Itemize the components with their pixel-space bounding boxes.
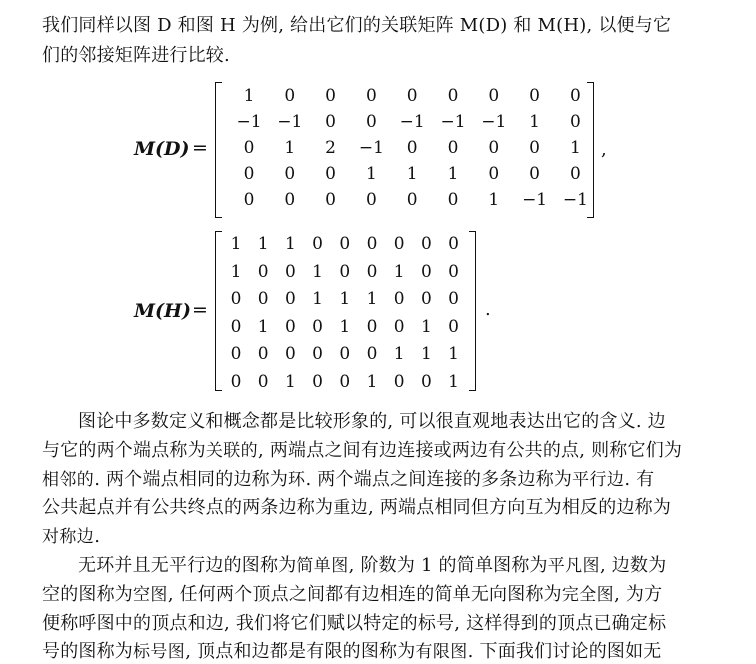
matrix-d-label: M(D) [134, 138, 190, 160]
matrix-d-cell: 1 [243, 86, 255, 106]
matrix-d-cell: 0 [488, 164, 500, 184]
matrix-h-cell: 0 [284, 344, 296, 365]
paragraph2-line-2-text-a: 空的图称为 [42, 584, 133, 605]
matrix-d-cell: −1 [358, 138, 384, 158]
matrix-h-cell: 0 [312, 234, 323, 254]
paragraph2-line-1 [78, 554, 714, 578]
matrix-h-cell: 0 [420, 234, 432, 254]
paragraph1-line-3-text-a: . 两个端点相同的边称为 [94, 469, 289, 490]
matrix-d-cell: 0 [325, 164, 336, 184]
matrix-h-cell: 0 [312, 316, 323, 337]
matrix-d-cell: 0 [284, 190, 296, 210]
matrix-d-cell: 0 [243, 190, 255, 210]
matrix-h-cell: 0 [366, 316, 378, 337]
paragraph1-line-5-text-a: . [94, 526, 101, 547]
matrix-h-cell: 0 [448, 289, 459, 310]
matrix-d-cell: −1 [277, 112, 303, 132]
paragraph2-line-3: 便称呼图中的顶点和边, 我们将它们赋以特定的标号, 这样得到的顶点已确定标 [42, 613, 667, 634]
matrix-h-cell: 1 [312, 289, 323, 310]
matrix-d-cell: 0 [284, 164, 296, 184]
matrix-d-equals: = [192, 137, 208, 159]
paragraph2-line-4-text-c: . 下面我们讨论的图如无 [467, 641, 662, 662]
paragraph2-line-1-text-a: 无环并且无平行边的图称为 [78, 555, 297, 576]
matrix-h-cell: 1 [339, 289, 351, 310]
matrix-d-cell: 0 [406, 190, 418, 210]
matrix-d-cell: 0 [365, 112, 377, 132]
matrix-d-cell: 1 [365, 164, 377, 184]
matrix-h-cell: 0 [339, 344, 351, 365]
matrix-d-cell: 0 [569, 164, 581, 184]
matrix-h-cell: 0 [339, 372, 351, 392]
matrix-d-cell: 0 [488, 86, 500, 106]
matrix-h-cell: 0 [284, 316, 296, 337]
matrix-h-cell: 0 [393, 289, 405, 310]
matrix-d-cell: 0 [447, 138, 459, 158]
paragraph1-line-2 [42, 439, 714, 463]
matrix-h-cell: 1 [448, 344, 459, 365]
matrix-d-cell: 0 [529, 138, 540, 158]
paragraph2-line-4-text-b: , 顶点和边都是有限的图称为 [185, 641, 416, 662]
matrix-d-cell: 1 [569, 138, 581, 158]
matrix-h-cell: 0 [230, 344, 242, 365]
matrix-d-cell: 0 [325, 112, 336, 132]
matrix-h-cell: 0 [312, 344, 323, 365]
matrix-d-cell: 1 [529, 112, 540, 132]
matrix-h-cell: 0 [393, 372, 405, 392]
matrix-d-left-bracket [215, 82, 222, 218]
term-associated: 关联的 [205, 441, 259, 461]
term-complete-graph: 完全图 [561, 585, 615, 605]
matrix-d-cell: 2 [325, 138, 336, 158]
paragraph2-line-1-text-b: , 阶数为 1 的简单图称为 [348, 555, 548, 576]
term-simple-graph: 简单图 [296, 556, 349, 576]
paragraph1-line-4-text-b: , 两端点相同但方向互为相反的边称为 [368, 497, 672, 518]
paragraph2-line-2-text-c: , 为方 [614, 584, 663, 605]
term-adjacent: 相邻的 [42, 470, 95, 490]
matrix-h-trailing-period: . [485, 299, 491, 320]
term-multiple-edge: 重边 [333, 498, 369, 518]
matrix-h-right-bracket [469, 231, 476, 391]
paragraph1-line-4 [42, 496, 714, 520]
matrix-d-cell: 0 [569, 86, 581, 106]
term-parallel-edge: 平行边 [572, 470, 625, 490]
matrix-h-cell: 1 [393, 344, 405, 365]
matrix-h-cell: 0 [257, 289, 269, 310]
matrix-d-cell: −1 [399, 112, 425, 132]
matrix-d-trailing-comma: , [601, 139, 607, 160]
matrix-h-cell: 1 [230, 261, 242, 282]
matrix-h-cell: 1 [257, 316, 269, 337]
matrix-d-cell: 1 [284, 138, 296, 158]
paragraph2-line-2-text-b: , 任何两个顶点之间都有边相连的简单无向图称为 [167, 584, 562, 605]
matrix-h-cell: 1 [366, 372, 378, 392]
matrix-d-cell: 1 [488, 190, 500, 210]
matrix-h-cell: 0 [312, 372, 323, 392]
matrix-h-cell: 0 [366, 261, 378, 282]
paragraph1-line-1: 图论中多数定义和概念都是比较形象的, 可以很直观地表达出它的含义. 边 [78, 411, 666, 432]
matrix-h-cell: 1 [284, 234, 296, 254]
matrix-d-cell: 0 [529, 164, 540, 184]
matrix-h-cell: 1 [312, 261, 323, 282]
matrix-d-cell: 1 [447, 164, 459, 184]
matrix-h-cell: 0 [448, 234, 459, 254]
matrix-h-cell: 0 [420, 289, 432, 310]
paragraph2-line-4 [42, 640, 714, 664]
matrix-h-cell: 0 [230, 289, 242, 310]
paragraph1-line-2-text-b: , 两端点之间有边连接或两边有公共的点, 则称它们为 [258, 440, 683, 461]
matrix-d-cell: 0 [284, 86, 296, 106]
matrix-h-cell: 1 [366, 289, 378, 310]
matrix-h-cell: 0 [420, 261, 432, 282]
matrix-h-cell: 0 [448, 316, 459, 337]
matrix-h-cell: 1 [420, 344, 432, 365]
matrix-h-cell: 0 [448, 261, 459, 282]
intro-line-1: 我们同样以图 D 和图 H 为例, 给出它们的关联矩阵 M(D) 和 M(H), 以便与它 [42, 15, 672, 36]
matrix-d-cell: −1 [236, 112, 262, 132]
paragraph2-line-4-text-a: 号的图称为 [42, 641, 133, 662]
matrix-d-cell: 0 [529, 86, 540, 106]
matrix-h-cell: 0 [366, 234, 378, 254]
paragraph2-line-2 [42, 583, 714, 607]
matrix-h-cell: 0 [339, 234, 351, 254]
matrix-h-cell: 1 [257, 234, 269, 254]
matrix-d-cell: −1 [440, 112, 466, 132]
matrix-h-cell: 1 [284, 372, 296, 392]
term-finite-graph: 有限图 [415, 642, 468, 662]
matrix-d-cell: 0 [243, 164, 255, 184]
matrix-d-cell: −1 [481, 112, 507, 132]
matrix-d-cell: 1 [406, 164, 418, 184]
term-symmetric-edge: 对称边 [42, 527, 95, 547]
matrix-d-cell: 0 [243, 138, 255, 158]
term-empty-graph: 空图 [133, 585, 168, 605]
matrix-d-cell: 0 [325, 86, 336, 106]
paragraph1-line-3-text-b: . 两个端点之间连接的多条边称为 [305, 469, 573, 490]
matrix-h-cell: 0 [393, 316, 405, 337]
matrix-h-cell: 0 [339, 261, 351, 282]
term-trivial-graph: 平凡图 [547, 556, 600, 576]
paragraph1-line-4-text-a: 公共起点并有公共终点的两条边称为 [42, 497, 334, 518]
paragraph1-line-5 [42, 525, 714, 549]
paragraph1-line-2-text-a: 与它的两个端点称为 [42, 440, 206, 461]
paragraph1-line-3 [42, 468, 714, 492]
matrix-h-cell: 0 [284, 289, 296, 310]
matrix-h-label: M(H) [134, 300, 191, 322]
matrix-d-cell: 0 [406, 86, 418, 106]
matrix-h-cell: 0 [257, 344, 269, 365]
matrix-h-cell: 0 [230, 316, 242, 337]
matrix-h-cell: 1 [448, 372, 459, 392]
matrix-h-equals: = [192, 299, 208, 321]
matrix-d-cell: 0 [447, 190, 459, 210]
matrix-h-cell: 1 [420, 316, 432, 337]
matrix-h-cell: 0 [393, 234, 405, 254]
matrix-h-left-bracket [215, 231, 222, 391]
matrix-h-cell: 0 [420, 372, 432, 392]
intro-line-2: 们的邻接矩阵进行比较. [42, 45, 230, 66]
matrix-h-cell: 0 [257, 261, 269, 282]
matrix-d-cell: 0 [365, 190, 377, 210]
matrix-h-cell: 1 [393, 261, 405, 282]
paragraph2-line-1-text-c: , 边数为 [599, 555, 667, 576]
matrix-h-cell: 1 [230, 234, 242, 254]
matrix-d-cell: 0 [325, 190, 336, 210]
matrix-d-cell: 0 [365, 86, 377, 106]
matrix-h-cell: 1 [339, 316, 351, 337]
matrix-h-cell: 0 [366, 344, 378, 365]
matrix-h-cell: 0 [230, 372, 242, 392]
matrix-h-cell: 0 [257, 372, 269, 392]
matrix-h-cell: 0 [284, 261, 296, 282]
matrix-d-cell: 0 [569, 112, 581, 132]
matrix-d-cell: −1 [522, 190, 548, 210]
term-labeled-graph: 标号图 [133, 642, 186, 662]
matrix-d-cell: 0 [406, 138, 418, 158]
matrix-d-cell: 0 [447, 86, 459, 106]
matrix-d-cell: −1 [562, 190, 588, 210]
term-loop: 环 [288, 470, 306, 490]
matrix-d-cell: 0 [488, 138, 500, 158]
paragraph1-line-3-text-c: . 有 [624, 469, 655, 490]
